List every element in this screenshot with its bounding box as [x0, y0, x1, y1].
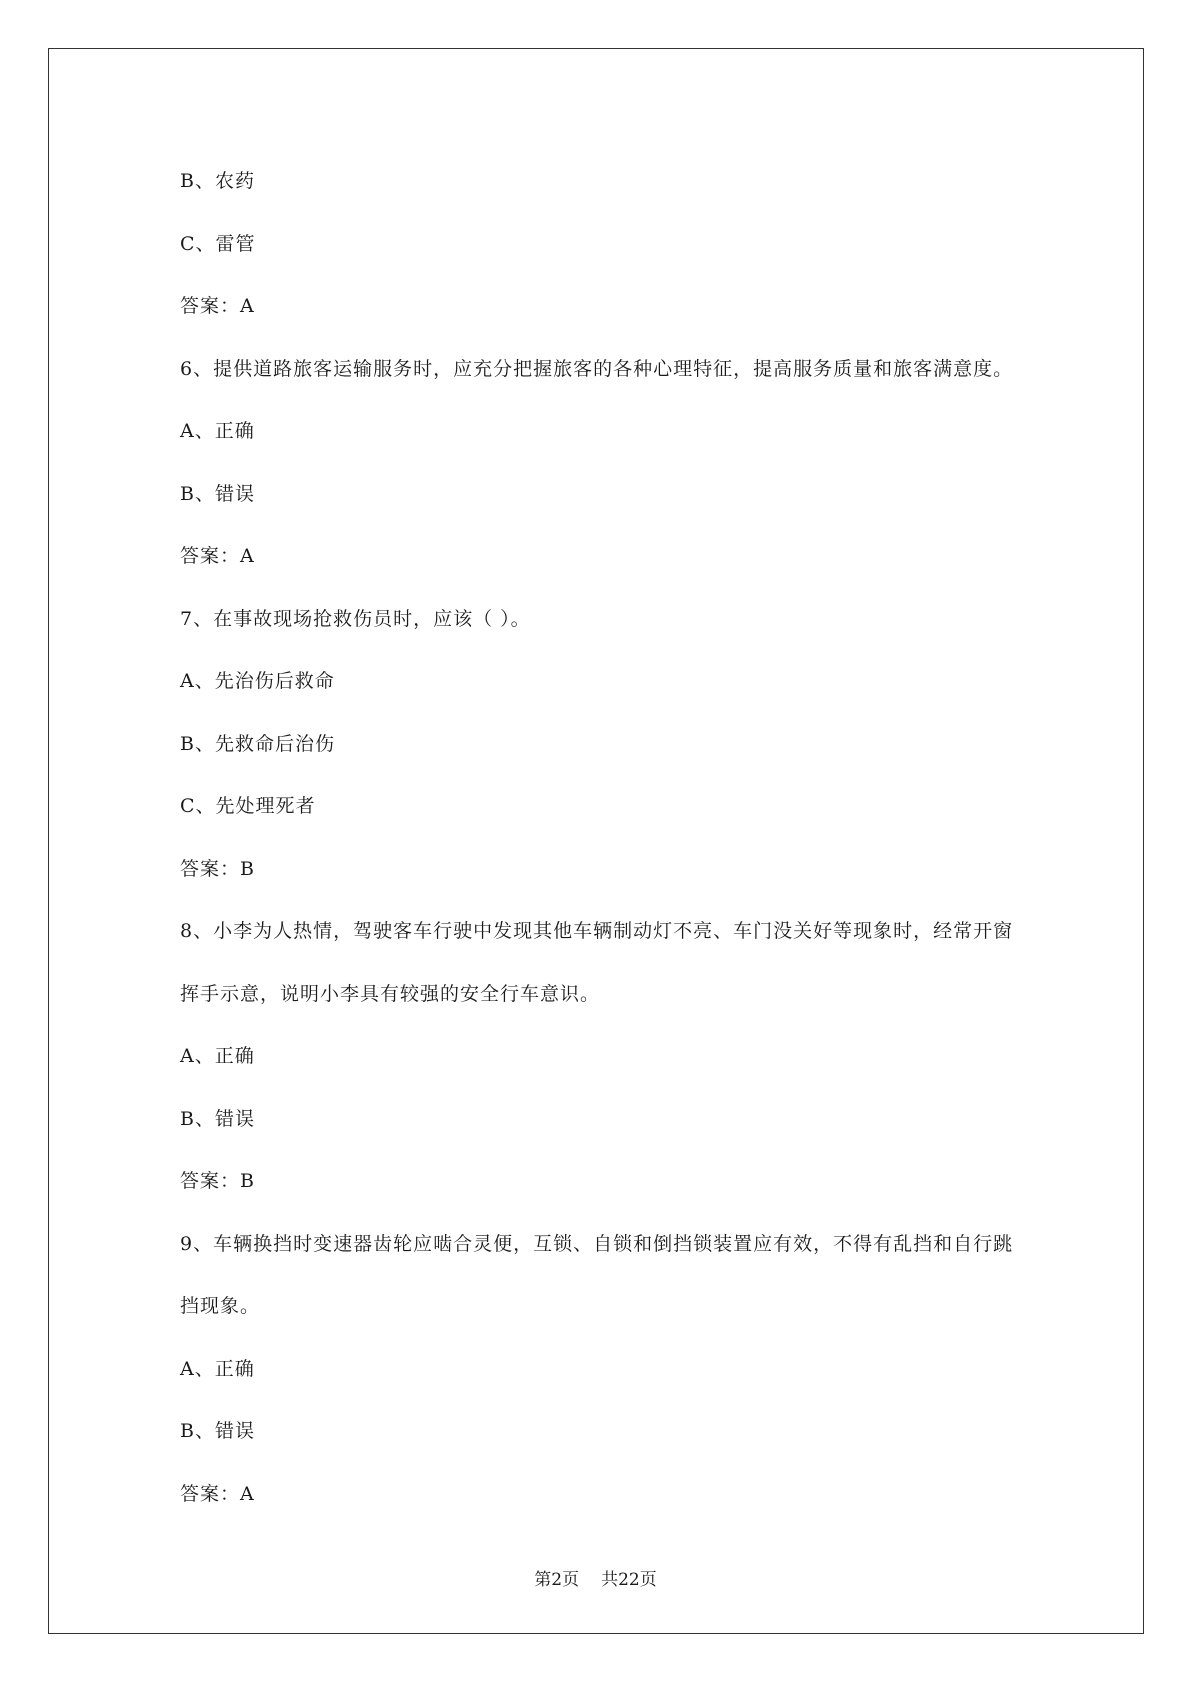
option-b: B、错误 [180, 482, 255, 505]
answer: 答案：A [180, 1482, 255, 1505]
page-footer [0, 1565, 1191, 1590]
document-body [180, 150, 1030, 1525]
option-a: A、正确 [180, 1045, 255, 1067]
option-c: C、雷管 [180, 232, 256, 255]
question-9: 9、车辆换挡时变速器齿轮应啮合灵便，互锁、自锁和倒挡锁装置应有效，不得有乱挡和自行跳 [180, 1232, 1014, 1255]
question-9-continued: 挡现象。 [180, 1295, 261, 1317]
question-8: 8、小李为人热情，驾驶客车行驶中发现其他车辆制动灯不亮、车门没关好等现象时，经常开窗 [180, 920, 1014, 942]
answer: 答案：B [180, 857, 255, 880]
option-b: B、错误 [180, 1107, 255, 1130]
option-a: A、先治伤后救命 [180, 670, 335, 692]
answer: 答案：A [180, 545, 255, 567]
answer: 答案：A [180, 295, 255, 317]
question-6: 6、提供道路旅客运输服务时，应充分把握旅客的各种心理特征，提高服务质量和旅客满意度。 [180, 357, 1014, 380]
answer: 答案：B [180, 1170, 255, 1192]
page-number: 第2页 [534, 1570, 580, 1590]
option-b: B、农药 [180, 170, 255, 192]
option-a: A、正确 [180, 420, 255, 442]
option-b: B、先救命后治伤 [180, 732, 335, 755]
question-7: 7、在事故现场抢救伤员时，应该（ ）。 [180, 607, 531, 630]
question-8-continued: 挥手示意，说明小李具有较强的安全行车意识。 [180, 982, 601, 1005]
option-b: B、错误 [180, 1420, 255, 1442]
option-a: A、正确 [180, 1357, 255, 1380]
page-total: 共22页 [601, 1570, 657, 1590]
option-c: C、先处理死者 [180, 795, 316, 817]
